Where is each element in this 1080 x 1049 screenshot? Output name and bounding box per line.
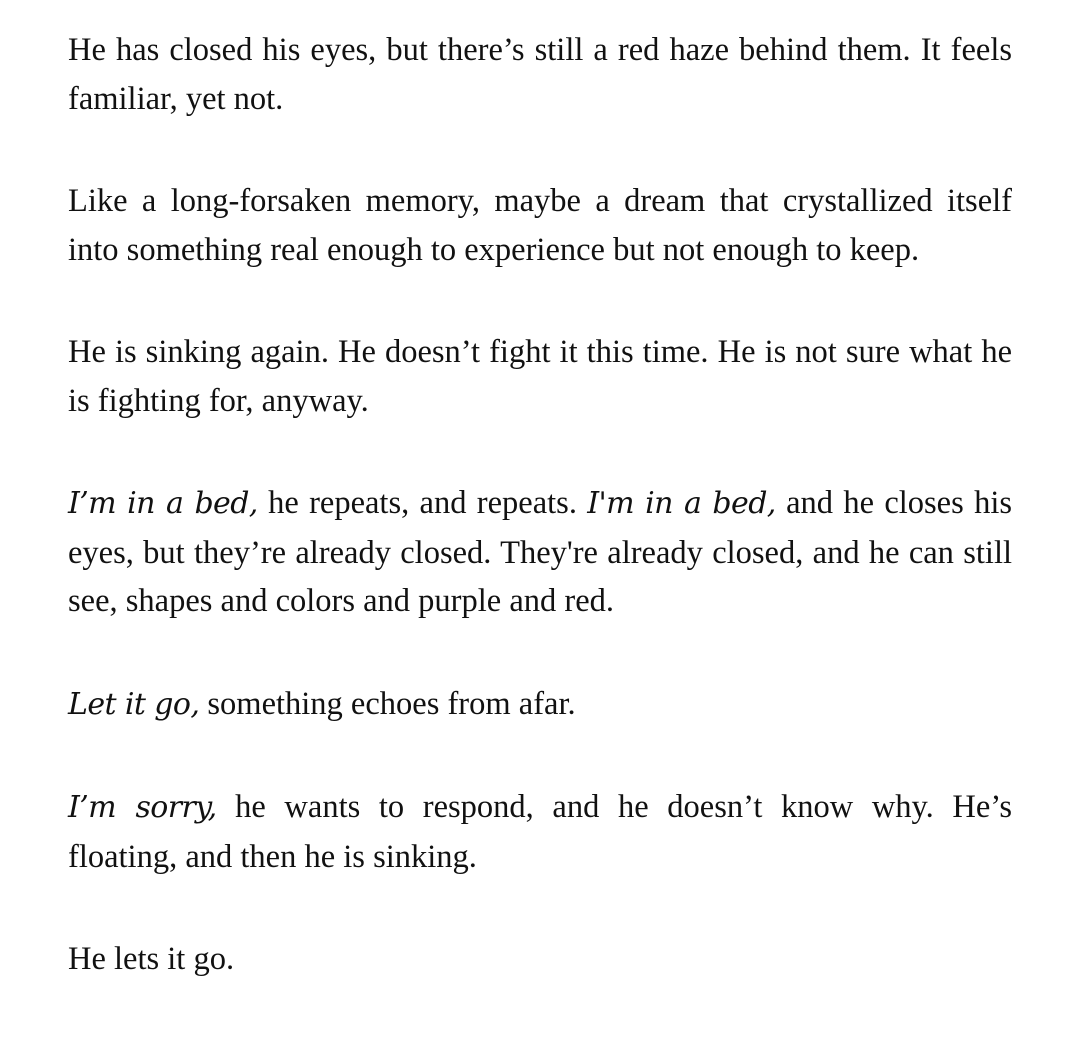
paragraph-2-text: Like a long-forsaken memory, maybe a dream that crystallized itself into something real enough to experience but not enough to keep. (68, 183, 1012, 268)
paragraph-4-text-1: he repeats, and repeats. (257, 485, 588, 521)
paragraph-4 (68, 479, 1012, 626)
story-text (68, 26, 1012, 984)
paragraph-4-italic-1: I’m in a bed, (68, 486, 258, 521)
paragraph-6-italic: I’m sorry, (68, 790, 217, 825)
paragraph-4-text-2: and he closes his eyes, but they’re already closed. They're already closed, and he can still see, shapes and colors and purple and red. (68, 485, 1013, 619)
paragraph-7-text: He lets it go. (68, 941, 235, 977)
paragraph-3-text: He is sinking again. He doesn’t fight it this time. He is not sure what he is fighting for, anyway. (68, 334, 1012, 419)
paragraph-5-italic: Let it go, (68, 686, 200, 722)
paragraph-5-text: something echoes from afar. (199, 685, 576, 722)
paragraph-2 (68, 177, 1012, 274)
paragraph-5 (68, 680, 1012, 730)
paragraph-6-text: he wants to respond, and he doesn’t know why. He’s floating, and then he is sinking. (68, 789, 1013, 875)
paragraph-7 (68, 935, 1012, 984)
paragraph-1 (68, 26, 1012, 123)
paragraph-6 (68, 783, 1012, 881)
paragraph-1-text: He has closed his eyes, but there’s still a red haze behind them. It feels familiar, yet not. (68, 32, 1012, 117)
paragraph-3 (68, 328, 1012, 425)
paragraph-4-italic-2: I'm in a bed, (587, 486, 776, 521)
